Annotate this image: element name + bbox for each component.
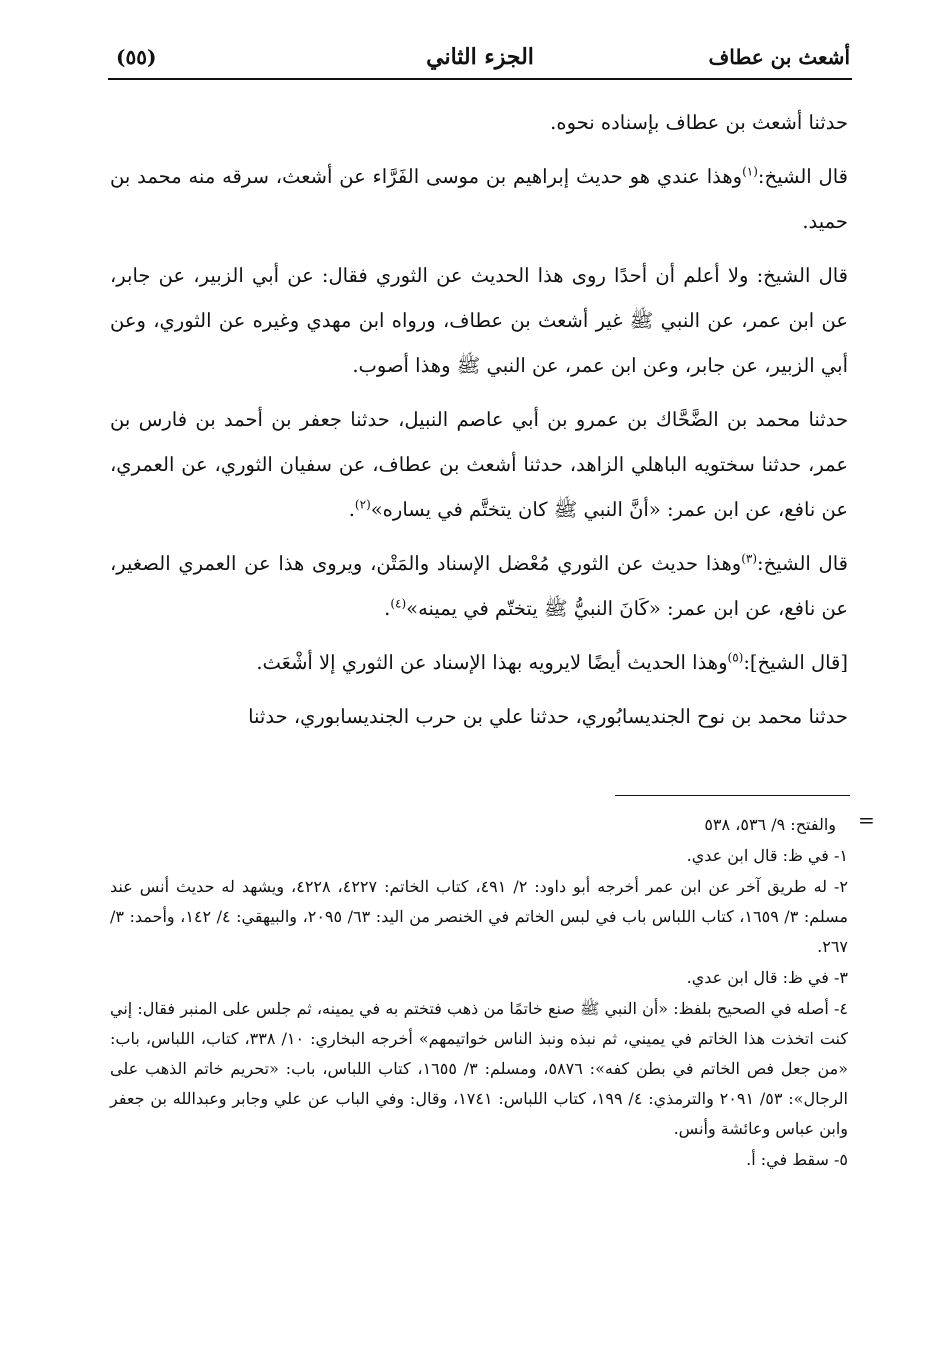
paragraph-text: حدثنا أشعث بن عطاف بإسناده نحوه. — [550, 111, 848, 134]
running-head-volume: الجزء الثاني — [426, 44, 534, 70]
footnote-ref: (٣) — [741, 551, 758, 566]
header-rule — [108, 78, 852, 80]
page-header — [110, 40, 850, 80]
paragraph-1 — [110, 100, 848, 145]
footnote-continuation: والفتح: ٩/ ٥٣٦، ٥٣٨ — [704, 815, 836, 834]
paragraph-5 — [110, 541, 848, 631]
paragraph-text: . — [348, 498, 355, 521]
footnote-ref: (١) — [742, 164, 758, 179]
footnote-ref: (٢) — [354, 497, 371, 512]
footnote-number: ٣- — [834, 968, 848, 987]
paragraph-6 — [110, 640, 848, 685]
footnote-3 — [110, 963, 848, 993]
footnote-text: أصله في الصحيح بلفظ: «أن النبي ﷺ صنع خاتمًا من ذهب فتختم به في يمينه، ثم جلس على المنبر فقال: إني كنت اتخذت هذا الخاتم في يميني، ثم نبذه ونبذ الناس خواتيمهم» أخرجه البخاري: ١٠/ ٣٣٨، كتاب، اللباس، باب: «من جعل فص الخاتم في بطن كفه»: ٥٨٧٦، ومسلم: ٣/ ١٦٥٥، كتاب اللباس، باب: «تحريم خاتم الذهب على الرجال»: ٥٣/ ٢٠٩١ والترمذي: ٤/ ١٩٩، كتاب اللباس: ١٧٤١، وقال: وفي الباب عن علي وجابر وعبدالله بن جعفر وابن عباس وعائشة وأنس. — [110, 999, 849, 1138]
paragraph-7 — [110, 694, 848, 739]
continuation-mark: = — [858, 808, 875, 832]
speaker-label: قال الشيخ: — [757, 165, 848, 188]
paragraph-text: وهذا حديث عن الثوري مُعْضل الإسناد والمَتْن، ويروى هذا عن العمري الصغير، عن نافع، عن ابن عمر: «كَانَ النبيُّ ﷺ يتختّم في يمينه» — [110, 552, 848, 620]
paragraph-text: . — [384, 597, 391, 620]
footnote-number: ٤- — [834, 999, 848, 1018]
footnote-2 — [110, 872, 848, 962]
footnote-number: ١- — [834, 846, 848, 865]
footnote-4 — [110, 994, 848, 1144]
footnotes — [110, 810, 848, 1176]
paragraph-text: وهذا الحديث أيضًا لايرويه بهذا الإسناد عن الثوري إلا أشْعَث. — [256, 651, 728, 674]
main-text — [110, 100, 848, 748]
footnote-5 — [110, 1145, 848, 1175]
paragraph-text: حدثنا محمد بن الضَّحَّاك بن عمرو بن أبي عاصم النبيل، حدثنا جعفر بن أحمد بن فارس بن عمر، حدثنا سختويه الباهلي الزاهد، حدثنا أشعث بن عطاف، عن سفيان الثوري، عن العمري، عن نافع، عن ابن عمر: «أنَّ النبي ﷺ كان يتختَّم في يساره» — [110, 408, 848, 521]
footnote-1 — [110, 841, 848, 871]
speaker-label: قال الشيخ: — [757, 552, 848, 575]
footnote-text: سقط في: أ. — [746, 1150, 829, 1169]
footnote-separator — [615, 795, 850, 796]
paragraph-text: وهذا عندي هو حديث إبراهيم بن موسى الفَرَّاء عن أشعث، سرقه منه محمد بن حميد. — [110, 165, 848, 233]
speaker-label: [قال الشيخ]: — [743, 651, 848, 674]
page-number: (٥٥) — [116, 45, 157, 69]
footnote-text: في ظ: قال ابن عدي. — [686, 968, 829, 987]
paragraph-text: حدثنا محمد بن نوح الجنديسابُوري، حدثنا علي بن حرب الجنديسابوري، حدثنا — [248, 705, 848, 728]
footnote-text: في ظ: قال ابن عدي. — [686, 846, 829, 865]
paragraph-2 — [110, 154, 848, 244]
footnote-number: ٥- — [834, 1150, 848, 1169]
footnote-text: له طريق آخر عن ابن عمر أخرجه أبو داود: ٢/ ٤٩١، كتاب الخاتم: ٤٢٢٧، ٤٢٢٨، ويشهد له حديث أنس عند مسلم: ٣/ ١٦٥٩، كتاب اللباس باب في لبس الخاتم في الخنصر من اليد: ٦٣/ ٢٠٩٥، والبيهقي: ٤/ ١٤٢، وأحمد: ٣/ ٢٦٧. — [110, 877, 849, 956]
footnote-number: ٢- — [834, 877, 849, 896]
paragraph-3 — [110, 253, 848, 388]
paragraph-text: قال الشيخ: ولا أعلم أن أحدًا روى هذا الحديث عن الثوري فقال: عن أبي الزبير، عن جابر، عن ابن عمر، عن النبي ﷺ غير أشعث بن عطاف، ورواه ابن مهدي وغيره عن الثوري، وعن أبي الزبير، عن جابر، وعن ابن عمر، عن النبي ﷺ وهذا أصوب. — [110, 264, 848, 377]
paragraph-4 — [110, 397, 848, 532]
footnote-ref: (٤) — [390, 596, 407, 611]
footnote-ref: (٥) — [727, 650, 744, 665]
running-head-author: أشعث بن عطاف — [708, 45, 850, 69]
